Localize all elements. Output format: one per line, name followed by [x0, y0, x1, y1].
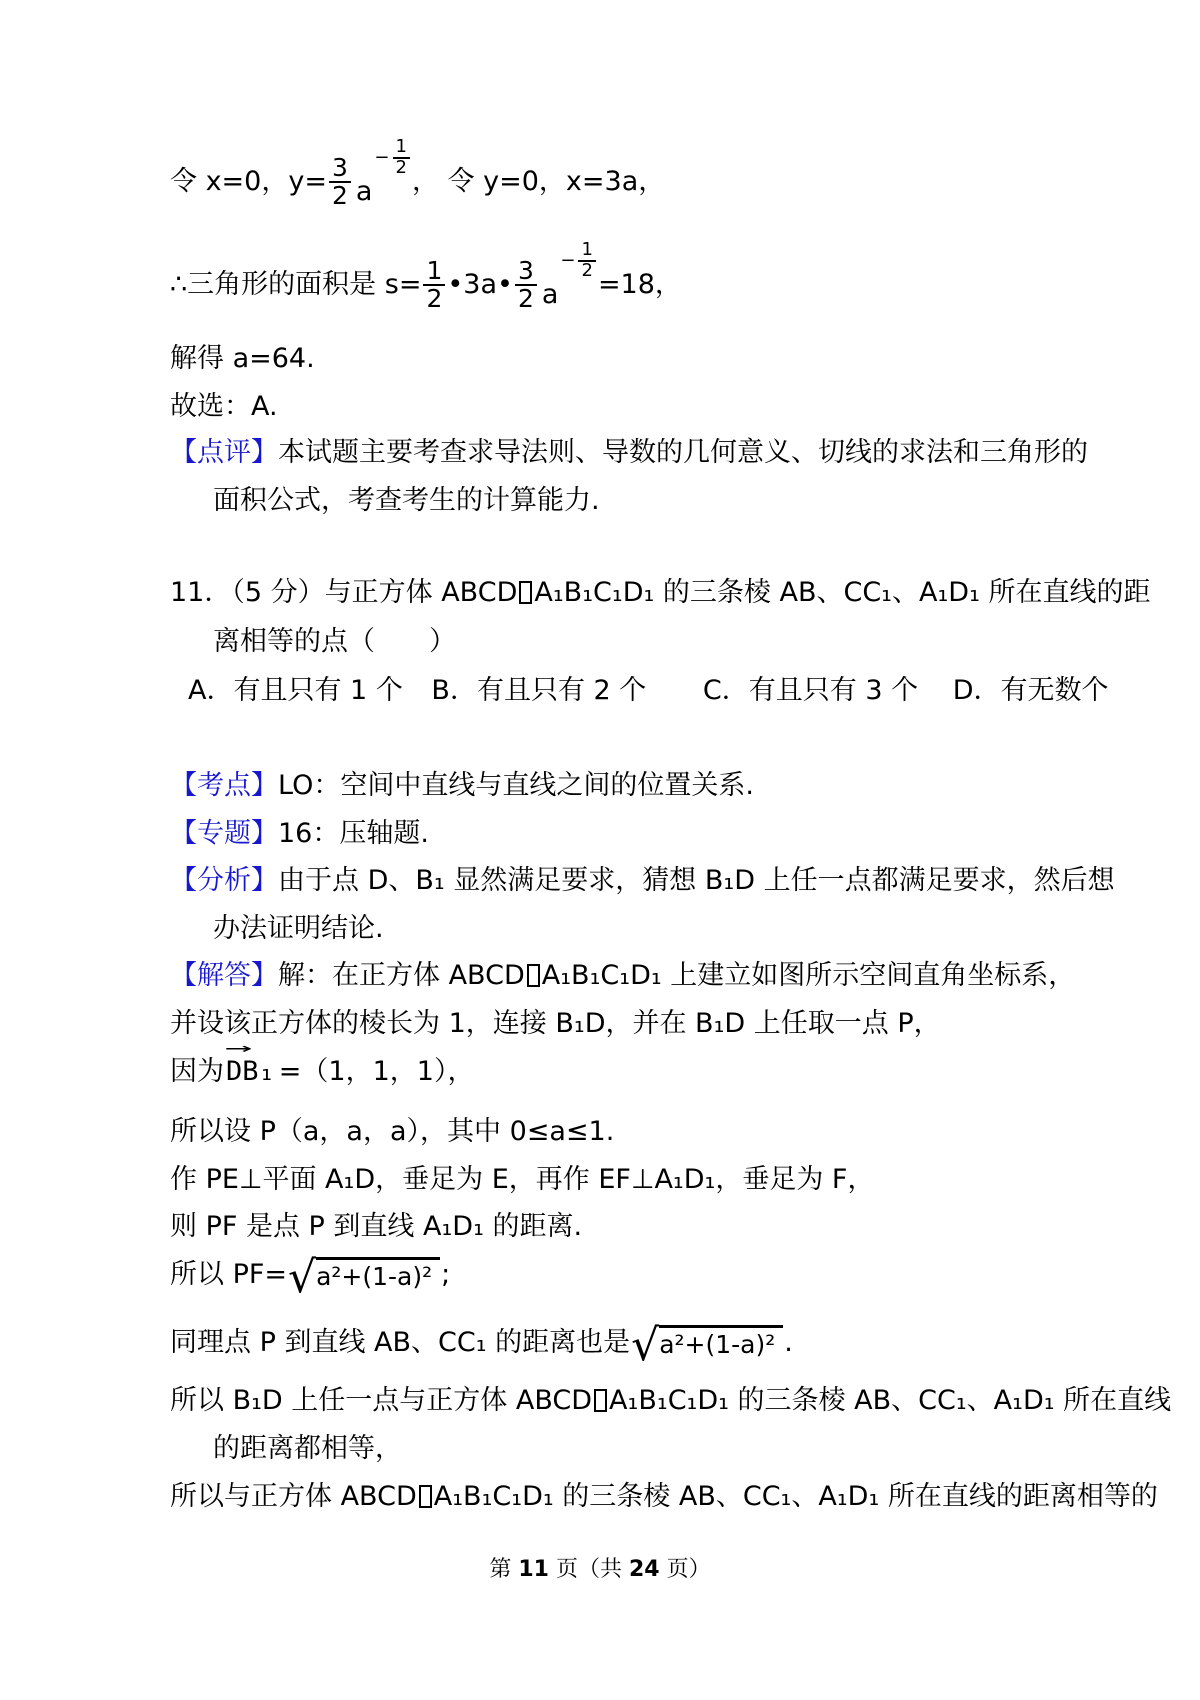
formula-text: ， 令 y=0，x=3a， [411, 165, 666, 197]
jieda-text: ; [441, 1258, 451, 1290]
missing-glyph-box [527, 964, 540, 987]
footer-page-number: 11 [518, 1557, 549, 1582]
formula-text: ∴三角形的面积是 s= [170, 268, 422, 300]
q11-stem-line-1 [170, 577, 1150, 609]
page-footer [0, 1552, 1200, 1583]
jieda-text: . [784, 1326, 793, 1358]
footer-text: 第 [489, 1557, 519, 1582]
q11-jieda-line-4: 所以设 P（a，a，a），其中 0≤a≤1. [170, 1116, 615, 1147]
minus-sign: − [374, 147, 390, 168]
footer-text: 页） [659, 1557, 711, 1582]
fraction-denominator: 2 [395, 157, 407, 178]
fraction-numerator: 3 [329, 155, 351, 183]
q11-jieda-line-2: 并设该正方体的棱长为 1，连接 B₁D，并在 B₁D 上任取一点 P， [170, 1008, 941, 1039]
jieda-text: =（1，1，1）， [278, 1055, 475, 1087]
square-root [288, 1252, 440, 1304]
kaodian-label: 【考点】 [170, 770, 278, 801]
fraction-numerator: 3 [515, 258, 537, 286]
q10-solve-line: 解得 a=64. [170, 343, 315, 374]
exponent-fraction [560, 241, 598, 281]
fraction-denominator: 2 [581, 260, 593, 281]
fraction-numerator: 1 [423, 258, 445, 286]
vector-db1 [225, 1036, 275, 1088]
q10-comment-line-2: 面积公式，考查考生的计算能力. [213, 485, 600, 516]
q11-stem-line-2: 离相等的点（ ） [213, 626, 456, 657]
jieda-text: A₁B₁C₁D₁ 的三条棱 AB、CC₁、A₁D₁ 所在直线的距离相等的 [433, 1481, 1158, 1512]
fenxi-text: 由于点 D、B₁ 显然满足要求，猜想 B₁D 上任一点都满足要求，然后想 [278, 865, 1115, 896]
radicand: a²+(1-a)² [316, 1257, 440, 1289]
formula-base: a [541, 278, 559, 310]
q11-jieda-sqrt-line-2 [170, 1318, 793, 1372]
q11-jieda-line-1 [170, 960, 1075, 992]
option-c: C．有且只有 3 个 [702, 675, 919, 706]
missing-glyph-box [594, 1389, 607, 1412]
q10-formula-line-1 [170, 136, 666, 224]
q11-fenxi-line-2: 办法证明结论. [213, 913, 384, 944]
jieda-label: 【解答】 [170, 960, 278, 991]
fraction-denominator: 2 [517, 284, 534, 313]
formula-base: a [355, 175, 373, 207]
exponent-fraction [374, 138, 412, 178]
fraction-numerator: 1 [578, 241, 595, 262]
missing-glyph-box [419, 1485, 432, 1508]
q11-jieda-line-6: 则 PF 是点 P 到直线 A₁D₁ 的距离. [170, 1211, 583, 1242]
formula-text: 令 x=0，y= [170, 165, 327, 197]
radical-sign: √ [631, 1320, 660, 1372]
zhuanti-label: 【专题】 [170, 818, 278, 849]
jieda-text: 所以与正方体 ABCD [170, 1481, 417, 1512]
q11-jieda-line-11 [170, 1481, 1158, 1513]
q11-options-row [188, 675, 1108, 707]
fraction-denominator: 2 [426, 284, 443, 313]
footer-text: 页（共 [549, 1557, 629, 1582]
jieda-text: 解：在正方体 ABCD [278, 960, 525, 991]
vector-arrow-icon: → [225, 1036, 253, 1059]
q11-jieda-sqrt-line-1 [170, 1250, 451, 1304]
option-b: B．有且只有 2 个 [431, 675, 647, 706]
jieda-text: A₁B₁C₁D₁ 上建立如图所示空间直角坐标系， [541, 960, 1076, 991]
jieda-text: 因为 [170, 1055, 224, 1087]
q10-answer-line: 故选：A. [170, 391, 278, 422]
q11-jieda-line-10: 的距离都相等， [213, 1433, 402, 1464]
q10-formula-line-2 [170, 239, 682, 327]
q11-fenxi-line-1 [170, 865, 1115, 897]
fraction [329, 152, 351, 210]
stem-text: A₁B₁C₁D₁ 的三条棱 AB、CC₁、A₁D₁ 所在直线的距 [534, 577, 1151, 608]
kaodian-text: LO：空间中直线与直线之间的位置关系. [278, 770, 754, 801]
square-root [631, 1320, 783, 1372]
fraction [393, 138, 410, 178]
radical-sign: √ [288, 1252, 317, 1304]
jieda-text: A₁B₁C₁D₁ 的三条棱 AB、CC₁、A₁D₁ 所在直线 [609, 1385, 1172, 1416]
radicand: a²+(1-a)² [659, 1325, 783, 1357]
formula-text: =18， [597, 268, 682, 300]
minus-sign: − [560, 250, 576, 271]
formula-text: •3a• [447, 268, 513, 300]
jieda-text: 同理点 P 到直线 AB、CC₁ 的距离也是 [170, 1326, 631, 1358]
comment-label: 【点评】 [170, 437, 278, 468]
fenxi-label: 【分析】 [170, 865, 278, 896]
option-d: D．有无数个 [952, 675, 1109, 706]
vector-text: DB₁ [226, 1055, 275, 1087]
fraction [578, 241, 595, 281]
fraction [515, 255, 537, 313]
zhuanti-text: 16：压轴题. [278, 818, 429, 849]
missing-glyph-box [519, 581, 532, 604]
q11-zhuanti-line [170, 818, 429, 850]
q11-jieda-line-9 [170, 1385, 1171, 1417]
jieda-text: 所以 PF= [170, 1258, 288, 1290]
option-a: A．有且只有 1 个 [188, 675, 403, 706]
fraction-numerator: 1 [393, 138, 410, 159]
jieda-text: 所以 B₁D 上任一点与正方体 ABCD [170, 1385, 593, 1416]
comment-text: 本试题主要考查求导法则、导数的几何意义、切线的求法和三角形的 [278, 437, 1088, 468]
footer-total-pages: 24 [629, 1557, 660, 1582]
stem-text: 11．（5 分）与正方体 ABCD [170, 577, 518, 608]
fraction [423, 255, 445, 313]
fraction-denominator: 2 [331, 181, 348, 210]
q10-comment-line [170, 437, 1088, 469]
q11-jieda-vector-line [170, 1036, 475, 1098]
q11-kaodian-line [170, 770, 754, 802]
q11-jieda-line-5: 作 PE⊥平面 A₁D，垂足为 E，再作 EF⊥A₁D₁，垂足为 F， [170, 1164, 875, 1195]
